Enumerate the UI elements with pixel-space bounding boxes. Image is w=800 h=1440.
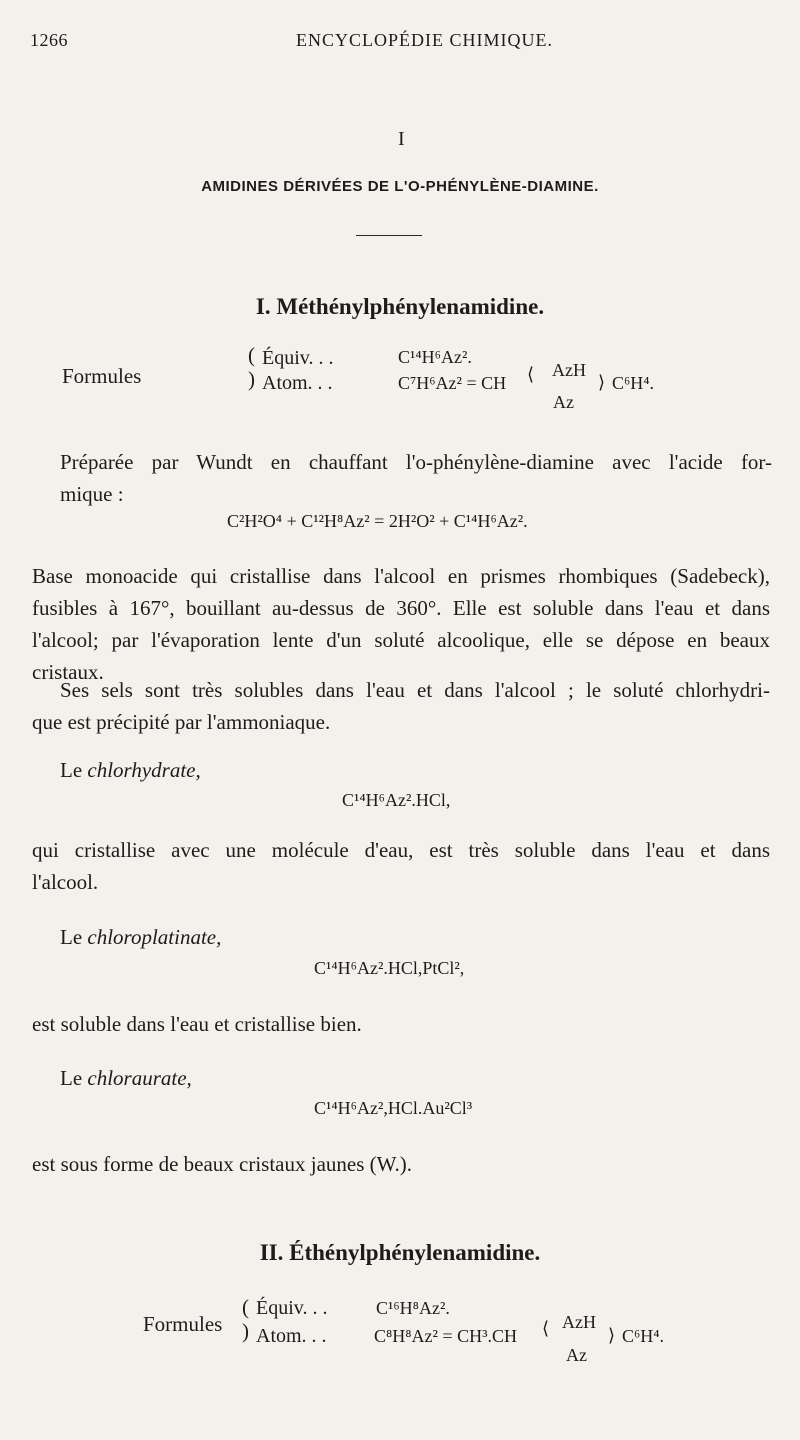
close-bracket-2: ⟩ <box>608 1325 616 1345</box>
formules-label-1: Formules <box>62 364 142 388</box>
p2-line-2: que est précipité par l'ammoniaque. <box>32 710 331 734</box>
chlorhydrate-name: chlorhydrate, <box>87 758 201 782</box>
prep-line-2: mique : <box>60 482 124 506</box>
equiv-label-2: Équiv. . . <box>256 1297 328 1319</box>
p1-line-3: l'alcool; par l'évaporation lente d'un soluté alcoolique, elle se dépose en beaux <box>32 628 770 652</box>
chl-line-1: qui cristallise avec une molécule d'eau, est très soluble dans l'eau et dans <box>32 838 770 862</box>
chloroplatinate-intro <box>60 925 221 950</box>
chlorhydrate-formula: C¹⁴H⁶Az².HCl, <box>342 790 451 810</box>
section-2-title: II. Éthénylphénylenamidine. <box>259 1240 541 1265</box>
section-1-title: I. Méthénylphénylenamidine. <box>255 294 545 319</box>
atom-azh-2: AzH <box>562 1312 596 1332</box>
atom-formula-left-1: C⁷H⁶Az² = CH <box>398 373 507 393</box>
chloroplatinate-text: est soluble dans l'eau et cristallise bien. <box>32 1012 362 1036</box>
p1-line-2: fusibles à 167°, bouillant au-dessus de 360°. Elle est soluble dans l'eau et dans <box>32 596 770 620</box>
chloraurate-name: chloraurate, <box>87 1066 192 1090</box>
atom-az-1: Az <box>553 392 574 412</box>
atom-az-2: Az <box>566 1345 587 1365</box>
p1-line-4: cristaux. <box>32 660 104 684</box>
chlorhydrate-intro <box>60 758 201 783</box>
section-roman-numeral: I <box>398 128 405 150</box>
equiv-formula-1: C¹⁴H⁶Az². <box>398 347 472 367</box>
reaction-equation: C²H²O⁴ + C¹²H⁸Az² = 2H²O² + C¹⁴H⁶Az². <box>227 511 528 531</box>
properties-paragraph <box>32 560 770 688</box>
page-number: 1266 <box>30 30 68 50</box>
chlorhydrate-paragraph <box>32 834 770 898</box>
equiv-formula-2: C¹⁶H⁸Az². <box>376 1298 450 1318</box>
open-bracket-1: ⟨ <box>527 364 535 384</box>
chloraurate-text: est sous forme de beaux cristaux jaunes (W.). <box>32 1152 413 1176</box>
running-title: ENCYCLOPÉDIE CHIMIQUE. <box>296 30 553 50</box>
salts-paragraph <box>32 674 770 738</box>
chl-line-2: l'alcool. <box>32 870 99 894</box>
formula-brace-1: ( ) <box>248 343 255 391</box>
atom-azh-1: AzH <box>552 360 586 380</box>
chloraurate-intro <box>60 1066 192 1091</box>
chlorhydrate-le: Le <box>60 758 83 782</box>
close-bracket-1: ⟩ <box>598 372 606 392</box>
chapter-title: AMIDINES DÉRIVÉES DE L'O-PHÉNYLÈNE-DIAMINE. <box>201 178 599 195</box>
chloraurate-formula: C¹⁴H⁶Az²,HCl.Au²Cl³ <box>314 1098 473 1118</box>
p2-line-1: Ses sels sont très solubles dans l'eau et dans l'alcool ; le soluté chlorhydri- <box>60 678 770 702</box>
atom-formula-left-2: C⁸H⁸Az² = CH³.CH <box>374 1326 517 1346</box>
atom-formula-right-2: C⁶H⁴. <box>622 1326 665 1346</box>
chloroplatinate-name: chloroplatinate, <box>87 925 222 949</box>
atom-label-1: Atom. . . <box>262 372 333 394</box>
prep-line-1: Préparée par Wundt en chauffant l'o-phénylène-diamine avec l'acide for- <box>60 450 772 474</box>
chloraurate-le: Le <box>60 1066 83 1090</box>
p1-line-1: Base monoacide qui cristallise dans l'alcool en prismes rhombiques (Sadebeck), <box>32 564 770 588</box>
open-bracket-2: ⟨ <box>542 1318 550 1338</box>
atom-formula-right-1: C⁶H⁴. <box>612 373 655 393</box>
chloroplatinate-le: Le <box>60 925 83 949</box>
formules-label-2: Formules <box>143 1312 223 1336</box>
equiv-label-1: Équiv. . . <box>262 347 334 369</box>
chloroplatinate-formula: C¹⁴H⁶Az².HCl,PtCl², <box>314 958 465 978</box>
atom-label-2: Atom. . . <box>256 1325 327 1347</box>
preparation-paragraph <box>60 446 772 510</box>
formula-brace-2: ( ) <box>242 1295 249 1343</box>
divider-rule <box>356 235 422 236</box>
